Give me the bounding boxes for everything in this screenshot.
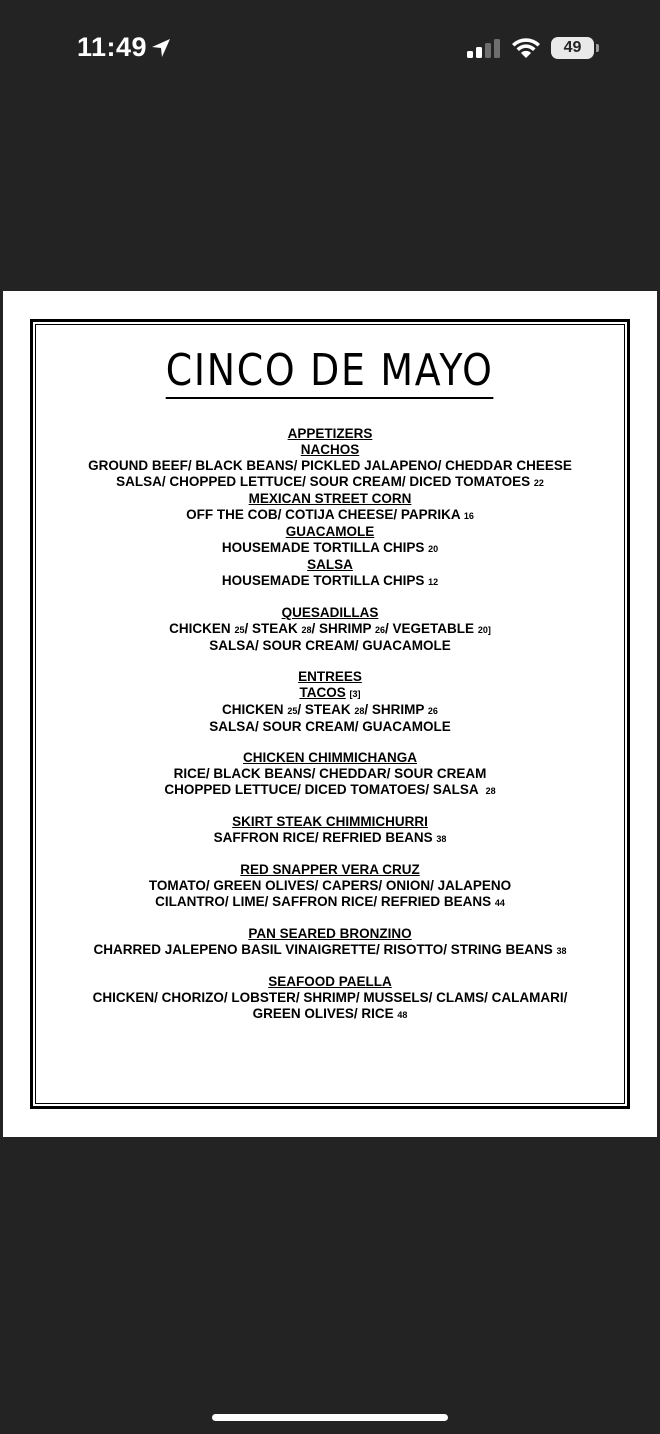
quesadillas-steak: / STEAK — [244, 621, 298, 636]
chimichanga-desc-1: RICE/ BLACK BEANS/ CHEDDAR/ SOUR CREAM — [173, 766, 487, 781]
paella-desc-2-text: GREEN OLIVES/ RICE — [252, 1006, 394, 1021]
corn-name: MEXICAN STREET CORN — [248, 491, 412, 506]
guacamole-price: 20 — [428, 544, 439, 554]
corn-desc-text: OFF THE COB/ COTIJA CHEESE/ PAPRIKA — [186, 507, 461, 522]
tacos-shrimp: / SHRIMP — [364, 702, 425, 717]
tacos-chicken-price: 25 — [287, 706, 298, 716]
tacos-name: TACOS — [299, 685, 346, 700]
chimichanga-desc-2 — [36, 782, 624, 799]
spacer — [36, 735, 624, 750]
spacer — [36, 654, 624, 669]
home-indicator[interactable] — [212, 1414, 448, 1421]
guacamole-name: GUACAMOLE — [285, 524, 375, 539]
menu-border-outer — [30, 319, 630, 1109]
status-time: 11:49 — [77, 32, 148, 62]
tacos-count: [3] — [349, 689, 361, 699]
skirt-steak-desc — [36, 830, 624, 847]
spacer — [36, 959, 624, 974]
quesadillas-vegetable: / VEGETABLE — [385, 621, 475, 636]
skirt-steak-price: 38 — [436, 834, 447, 844]
entrees-heading: ENTREES — [298, 669, 362, 684]
bronzino-price: 38 — [556, 946, 567, 956]
spacer — [36, 590, 624, 605]
spacer — [36, 799, 624, 814]
tacos-steak-price: 28 — [354, 706, 365, 716]
salsa-price: 12 — [428, 577, 439, 587]
salsa-name: SALSA — [307, 557, 353, 572]
battery-icon — [551, 37, 594, 59]
paella-desc-2 — [36, 1006, 624, 1023]
chimichanga-desc-2-text: CHOPPED LETTUCE/ DICED TOMATOES/ SALSA — [164, 782, 479, 797]
tacos-sides: SALSA/ SOUR CREAM/ GUACAMOLE — [209, 719, 451, 734]
corn-desc — [36, 507, 624, 524]
quesadillas-chicken: CHICKEN — [169, 621, 231, 636]
wifi-icon — [510, 36, 542, 60]
paella-desc-1: CHICKEN/ CHORIZO/ LOBSTER/ SHRIMP/ MUSSELS/ CLAMS/ CALAMARI/ — [92, 990, 568, 1005]
corn-price: 16 — [463, 511, 474, 521]
status-bar — [0, 0, 660, 100]
salsa-desc — [36, 573, 624, 590]
nachos-desc-1: GROUND BEEF/ BLACK BEANS/ PICKLED JALAPENO/ CHEDDAR CHEESE — [88, 458, 572, 473]
red-snapper-desc-2 — [36, 894, 624, 911]
skirt-steak-name: SKIRT STEAK CHIMMICHURRI — [232, 814, 428, 829]
bronzino-desc-text: CHARRED JALEPENO BASIL VINAIGRETTE/ RISOTTO/ STRING BEANS — [93, 942, 553, 957]
guacamole-desc-text: HOUSEMADE TORTILLA CHIPS — [221, 540, 425, 555]
menu-page — [3, 291, 657, 1137]
quesadillas-shrimp-price: 26 — [375, 625, 386, 635]
spacer — [36, 847, 624, 862]
quesadillas-steak-price: 28 — [301, 625, 312, 635]
battery-tip — [596, 44, 599, 52]
nachos-desc-2 — [36, 474, 624, 491]
menu-title-wrap — [36, 345, 624, 399]
quesadillas-options — [36, 621, 624, 638]
menu-body — [36, 426, 624, 1023]
quesadillas-sides: SALSA/ SOUR CREAM/ GUACAMOLE — [209, 638, 451, 653]
location-arrow-icon — [150, 37, 172, 59]
tacos-heading — [36, 685, 624, 702]
menu-title: CINCO DE MAYO — [166, 345, 494, 399]
nachos-name: NACHOS — [300, 442, 360, 457]
tacos-chicken: CHICKEN — [222, 702, 284, 717]
nachos-price: 22 — [533, 478, 544, 488]
paella-price: 48 — [397, 1010, 408, 1020]
red-snapper-price: 44 — [494, 898, 505, 908]
guacamole-desc — [36, 540, 624, 557]
chimichanga-price: 28 — [485, 786, 496, 796]
tacos-steak: / STEAK — [297, 702, 351, 717]
menu-border-inner — [35, 324, 625, 1104]
spacer — [36, 911, 624, 926]
quesadillas-shrimp: / SHRIMP — [311, 621, 372, 636]
red-snapper-desc-1: TOMATO/ GREEN OLIVES/ CAPERS/ ONION/ JALAPENO — [148, 878, 512, 893]
bronzino-desc — [36, 942, 624, 959]
salsa-desc-text: HOUSEMADE TORTILLA CHIPS — [221, 573, 425, 588]
quesadillas-vegetable-price: 20] — [477, 625, 491, 635]
bronzino-name: PAN SEARED BRONZINO — [248, 926, 412, 941]
quesadillas-chicken-price: 25 — [234, 625, 245, 635]
quesadillas-name: QUESADILLAS — [281, 605, 379, 620]
tacos-shrimp-price: 26 — [427, 706, 438, 716]
paella-name: SEAFOOD PAELLA — [268, 974, 392, 989]
battery-level: 49 — [563, 39, 582, 56]
nachos-desc-2-text: SALSA/ CHOPPED LETTUCE/ SOUR CREAM/ DICED TOMATOES — [116, 474, 531, 489]
tacos-options — [36, 702, 624, 719]
skirt-steak-desc-text: SAFFRON RICE/ REFRIED BEANS — [213, 830, 433, 845]
appetizers-heading: APPETIZERS — [287, 426, 373, 441]
red-snapper-desc-2-text: CILANTRO/ LIME/ SAFFRON RICE/ REFRIED BEANS — [155, 894, 492, 909]
cellular-signal-icon — [467, 38, 501, 58]
red-snapper-name: RED SNAPPER VERA CRUZ — [240, 862, 420, 877]
chimichanga-name: CHICKEN CHIMMICHANGA — [243, 750, 417, 765]
